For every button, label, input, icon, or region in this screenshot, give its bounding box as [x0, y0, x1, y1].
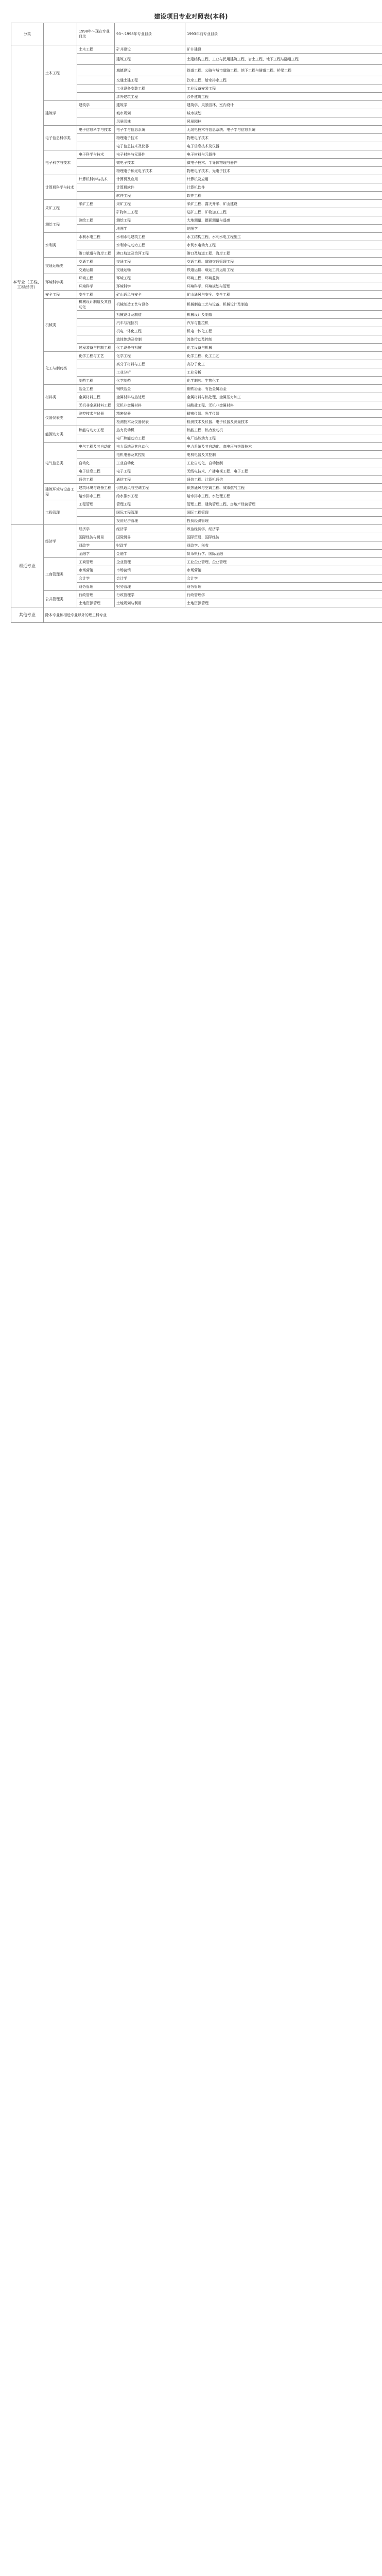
major-93-98-cell: 水利水电动力工程	[115, 241, 185, 249]
major-before-93-cell: 机电一体化工程	[185, 327, 382, 335]
major-before-93-cell: 市场营销	[185, 566, 382, 574]
major-current-cell	[77, 117, 115, 126]
major-current-cell: 自动化	[77, 459, 115, 467]
major-current-cell	[77, 517, 115, 525]
major-current-cell: 国际经济与贸易	[77, 533, 115, 541]
major-93-98-cell: 港口航道及治河工程	[115, 249, 185, 258]
major-before-93-cell: 大地测量、摄影测量与遥感	[185, 216, 382, 225]
major-93-98-cell: 软件工程	[115, 192, 185, 200]
group-name-cell: 电气信息类	[44, 443, 77, 484]
major-before-93-cell: 国际贸易、国际经济	[185, 533, 382, 541]
major-current-cell: 制药工程	[77, 377, 115, 385]
major-current-cell	[77, 434, 115, 443]
table-row	[11, 216, 382, 225]
major-current-cell: 土木工程	[77, 45, 115, 54]
major-current-cell: 经济学	[77, 525, 115, 533]
major-93-98-cell: 化学制药	[115, 377, 185, 385]
major-before-93-cell: 物理电子技术	[185, 134, 382, 142]
table-row	[11, 291, 382, 299]
major-before-93-cell: 地图学	[185, 225, 382, 233]
major-before-93-cell: 通信工程、计算机通信	[185, 476, 382, 484]
major-93-98-cell: 电子工程	[115, 467, 185, 476]
major-before-93-cell: 涉外建筑工程	[185, 93, 382, 101]
major-93-98-cell: 水利水电建筑工程	[115, 233, 185, 241]
major-current-cell	[77, 183, 115, 192]
major-before-93-cell: 铁道工程、公路与城市道路工程、地下工程与隧道工程、桥梁工程	[185, 65, 382, 76]
major-current-cell	[77, 167, 115, 175]
major-current-cell: 电子信息工程	[77, 467, 115, 476]
major-current-cell	[77, 192, 115, 200]
major-current-cell	[77, 241, 115, 249]
major-current-cell	[77, 225, 115, 233]
table-row	[11, 126, 382, 134]
major-before-93-cell: 饮水工程、给水排水工程	[185, 76, 382, 84]
major-current-cell: 环境工程	[77, 274, 115, 282]
major-before-93-cell: 高分子化工	[185, 360, 382, 368]
major-current-cell: 测绘工程	[77, 216, 115, 225]
major-93-98-cell: 电子材料与元器件	[115, 150, 185, 159]
major-current-cell: 计算机科学与技术	[77, 175, 115, 183]
table-row	[11, 525, 382, 533]
table-row	[11, 200, 382, 208]
major-before-93-cell: 工业分析	[185, 368, 382, 377]
major-current-cell	[77, 335, 115, 344]
table-body	[11, 45, 382, 623]
major-current-cell: 化学工程与工艺	[77, 352, 115, 360]
major-93-98-cell: 会计学	[115, 574, 185, 583]
major-current-cell	[77, 368, 115, 377]
table-row	[11, 558, 382, 566]
group-name-cell: 建筑学	[44, 101, 77, 126]
major-93-98-cell: 物理电子和光电子技术	[115, 167, 185, 175]
major-93-98-cell: 建筑工程	[115, 54, 185, 65]
major-before-93-cell: 土地资源管理	[185, 599, 382, 607]
group-name-cell: 交通运输类	[44, 258, 77, 274]
major-93-98-cell: 计算机软件	[115, 183, 185, 192]
major-93-98-cell: 建筑学	[115, 101, 185, 109]
major-current-cell: 建筑学	[77, 101, 115, 109]
table-row	[11, 45, 382, 54]
major-93-98-cell: 国际贸易	[115, 533, 185, 541]
engineering-category-cell: 本专业（工程、工程经济）	[11, 45, 44, 525]
major-current-cell: 财务管理	[77, 583, 115, 591]
major-93-98-cell: 电机电器及其控制	[115, 451, 185, 459]
table-row	[11, 591, 382, 599]
major-93-98-cell: 管理工程	[115, 500, 185, 509]
major-93-98-cell: 精密仪器	[115, 410, 185, 418]
table-row	[11, 175, 382, 183]
group-name-cell: 材料类	[44, 385, 77, 410]
major-current-cell: 过程装备与控制工程	[77, 344, 115, 352]
table-row	[11, 484, 382, 492]
major-93-98-cell: 市场营销	[115, 566, 185, 574]
major-current-cell: 财政学	[77, 541, 115, 550]
major-before-93-cell: 软件工程	[185, 192, 382, 200]
major-current-cell	[77, 451, 115, 459]
major-current-cell: 环境科学	[77, 282, 115, 291]
group-name-cell: 工程管理	[44, 500, 77, 525]
major-93-98-cell: 汽车与拖拉机	[115, 319, 185, 327]
group-name-cell: 能源动力类	[44, 426, 77, 443]
major-93-98-cell: 交通运输	[115, 266, 185, 274]
major-before-93-cell: 微电子技术、半导体物理与器件	[185, 159, 382, 167]
major-before-93-cell: 政治经济学、经济学	[185, 525, 382, 533]
major-current-cell: 金融学	[77, 550, 115, 558]
major-before-93-cell: 电力系统及其自动化、高电压与绝缘技术	[185, 443, 382, 451]
group-name-cell: 计算机科学与技术	[44, 175, 77, 200]
group-name-cell: 工商管理类	[44, 558, 77, 591]
table-row	[11, 274, 382, 282]
major-before-93-cell: 给水排水工程、水处理工程	[185, 492, 382, 500]
major-before-93-cell: 货币银行学、国际金融	[185, 550, 382, 558]
major-current-cell	[77, 142, 115, 150]
major-before-93-cell: 交通工程、道路交通管理工程	[185, 258, 382, 266]
major-current-cell	[77, 208, 115, 216]
major-current-cell	[77, 319, 115, 327]
major-93-98-cell: 工业设备安装工程	[115, 84, 185, 93]
major-93-98-cell: 风景园林	[115, 117, 185, 126]
major-93-98-cell: 行政管理学	[115, 591, 185, 599]
major-current-cell	[77, 84, 115, 93]
major-current-cell: 机械设计制造及其自动化	[77, 299, 115, 311]
table-row	[11, 500, 382, 509]
major-before-93-cell: 工业企业管理、企业管理	[185, 558, 382, 566]
major-current-cell: 无机非金属材料工程	[77, 401, 115, 410]
major-current-cell: 建筑环境与设备工程	[77, 484, 115, 492]
major-before-93-cell: 财务管理	[185, 583, 382, 591]
major-current-cell: 给水排水工程	[77, 492, 115, 500]
header-current: 1998年～现在专业目录	[77, 23, 115, 45]
group-name-cell: 水利类	[44, 233, 77, 258]
major-current-cell: 金属材料工程	[77, 393, 115, 401]
major-before-93-cell: 国际工程管理	[185, 509, 382, 517]
major-current-cell: 电气工程及其自动化	[77, 443, 115, 451]
major-93-98-cell: 流体传动及控制	[115, 335, 185, 344]
major-current-cell: 冶金工程	[77, 385, 115, 393]
major-before-93-cell: 流体传动及控制	[185, 335, 382, 344]
major-current-cell	[77, 76, 115, 84]
major-before-93-cell: 物理电子技术、光电子技术	[185, 167, 382, 175]
major-before-93-cell: 投资经济管理	[185, 517, 382, 525]
header-row	[11, 23, 382, 45]
table-row	[11, 258, 382, 266]
major-current-cell	[77, 65, 115, 76]
major-93-98-cell: 城镇建设	[115, 65, 185, 76]
table-row	[11, 410, 382, 418]
group-name-cell: 采矿工程	[44, 200, 77, 216]
major-before-93-cell: 采矿工程、露天开采、矿山建设	[185, 200, 382, 208]
major-current-cell	[77, 418, 115, 426]
major-before-93-cell: 供热通风与空调工程、城市燃气工程	[185, 484, 382, 492]
major-93-98-cell: 电力系统及其自动化	[115, 443, 185, 451]
major-before-93-cell: 硅酸盐工程、无机非金属材料	[185, 401, 382, 410]
major-before-93-cell: 矿山通风与安全、安全工程	[185, 291, 382, 299]
major-current-cell: 交通运输	[77, 266, 115, 274]
major-current-cell: 通信工程	[77, 476, 115, 484]
major-before-93-cell: 工业自动化、自动控制	[185, 459, 382, 467]
major-before-93-cell: 矿井建设	[185, 45, 382, 54]
major-before-93-cell: 精密仪器、光学仪器	[185, 410, 382, 418]
major-before-93-cell: 检测技术及仪器、电子仪器及测量技术	[185, 418, 382, 426]
major-93-98-cell: 热力发动机	[115, 426, 185, 434]
major-current-cell: 工程管理	[77, 500, 115, 509]
major-93-98-cell: 工业分析	[115, 368, 185, 377]
major-93-98-cell: 物理电子技术	[115, 134, 185, 142]
major-current-cell	[77, 360, 115, 368]
major-current-cell	[77, 509, 115, 517]
major-current-cell	[77, 311, 115, 319]
major-93-98-cell: 交通工程	[115, 258, 185, 266]
major-93-98-cell: 经济学	[115, 525, 185, 533]
major-comparison-table	[11, 23, 382, 623]
major-before-93-cell: 管理工程、建筑管理工程、房地产经营管理	[185, 500, 382, 509]
major-current-cell	[77, 109, 115, 117]
header-before-93: 1993年前专业目录	[185, 23, 382, 45]
major-current-cell	[77, 159, 115, 167]
major-current-cell: 安全工程	[77, 291, 115, 299]
major-93-98-cell: 测绘工程	[115, 216, 185, 225]
major-93-98-cell: 微电子技术	[115, 159, 185, 167]
other-category-cell: 其他专业	[11, 607, 44, 623]
header-93-98: 93～1998年专业目录	[115, 23, 185, 45]
major-93-98-cell: 土地规划与利用	[115, 599, 185, 607]
major-before-93-cell: 汽车与拖拉机	[185, 319, 382, 327]
major-before-93-cell: 化工设备与机械	[185, 344, 382, 352]
major-before-93-cell: 电子材料与元器件	[185, 150, 382, 159]
major-before-93-cell: 水工结构工程、水利水电工程施工	[185, 233, 382, 241]
major-before-93-cell: 港口及航道工程、海岸工程	[185, 249, 382, 258]
group-name-cell: 安全工程	[44, 291, 77, 299]
major-before-93-cell: 环境工程、环境监测	[185, 274, 382, 282]
header-category: 分类	[11, 23, 44, 45]
major-current-cell: 电子科学与技术	[77, 150, 115, 159]
major-93-98-cell: 金融学	[115, 550, 185, 558]
major-93-98-cell: 通信工程	[115, 476, 185, 484]
major-current-cell: 市场营销	[77, 566, 115, 574]
major-93-98-cell: 矿物加工工程	[115, 208, 185, 216]
major-before-93-cell: 建筑学、风景园林、室内设计	[185, 101, 382, 109]
major-current-cell	[77, 93, 115, 101]
major-93-98-cell: 采矿工程	[115, 200, 185, 208]
major-current-cell	[77, 54, 115, 65]
major-93-98-cell: 电厂热能动力工程	[115, 434, 185, 443]
major-current-cell: 土地资源管理	[77, 599, 115, 607]
major-93-98-cell: 企业管理	[115, 558, 185, 566]
table-row	[11, 352, 382, 360]
group-name-cell: 测绘工程	[44, 216, 77, 233]
major-current-cell	[77, 327, 115, 335]
major-93-98-cell: 矿山通风与安全	[115, 291, 185, 299]
major-before-93-cell: 电子信息技术及仪器	[185, 142, 382, 150]
major-before-93-cell: 电厂热能动力工程	[185, 434, 382, 443]
table-row	[11, 150, 382, 159]
major-93-98-cell: 机械设计及制造	[115, 311, 185, 319]
other-description-cell: 除本专业和相近专业以外的理工科专业	[44, 607, 382, 623]
group-name-cell: 电子信息科学类	[44, 126, 77, 150]
major-current-cell: 水利水电工程	[77, 233, 115, 241]
major-93-98-cell: 投资经济管理	[115, 517, 185, 525]
header-group	[44, 23, 77, 45]
major-before-93-cell: 机械设计及制造	[185, 311, 382, 319]
group-name-cell: 仪器仪表类	[44, 410, 77, 426]
group-name-cell: 公共管理类	[44, 591, 77, 607]
major-93-98-cell: 国际工程管理	[115, 509, 185, 517]
major-before-93-cell: 电机电器及其控制	[185, 451, 382, 459]
major-93-98-cell: 给水排水工程	[115, 492, 185, 500]
major-current-cell: 热能与动力工程	[77, 426, 115, 434]
major-before-93-cell: 钢铁冶金、有色金属冶金	[185, 385, 382, 393]
major-before-93-cell: 热能工程、热力发动机	[185, 426, 382, 434]
major-93-98-cell: 地图学	[115, 225, 185, 233]
major-93-98-cell: 财务管理	[115, 583, 185, 591]
major-93-98-cell: 钢铁冶金	[115, 385, 185, 393]
major-current-cell: 采矿工程	[77, 200, 115, 208]
major-93-98-cell: 化工设备与机械	[115, 344, 185, 352]
major-before-93-cell: 土建结构工程、工业与民用建筑工程、岩土工程、地下工程与隧道工程	[185, 54, 382, 65]
major-before-93-cell: 工业设备安装工程	[185, 84, 382, 93]
major-93-98-cell: 交通土建工程	[115, 76, 185, 84]
group-name-cell: 化工与制药类	[44, 352, 77, 385]
major-93-98-cell: 化学工程	[115, 352, 185, 360]
major-current-cell	[77, 134, 115, 142]
table-row	[11, 385, 382, 393]
major-before-93-cell: 计算机软件	[185, 183, 382, 192]
major-before-93-cell: 城市规划	[185, 109, 382, 117]
table-row	[11, 607, 382, 623]
major-93-98-cell: 检测技术及仪器仪表	[115, 418, 185, 426]
major-93-98-cell: 高分子材料与工程	[115, 360, 185, 368]
major-93-98-cell: 金属材料与热处理	[115, 393, 185, 401]
major-93-98-cell: 计算机及应用	[115, 175, 185, 183]
group-name-cell: 电子科学与技术	[44, 150, 77, 175]
major-93-98-cell: 供热通风与空调工程	[115, 484, 185, 492]
major-93-98-cell: 财政学	[115, 541, 185, 550]
major-93-98-cell: 电子学与信息系统	[115, 126, 185, 134]
major-before-93-cell: 环境科学、环境规划与管理	[185, 282, 382, 291]
major-93-98-cell: 城市规划	[115, 109, 185, 117]
table-row	[11, 299, 382, 311]
table-row	[11, 101, 382, 109]
major-before-93-cell: 无线电技术与信息系统、电子学与信息系统	[185, 126, 382, 134]
major-93-98-cell: 机械制造工艺与设备	[115, 299, 185, 311]
page	[0, 0, 382, 623]
major-before-93-cell: 无线电技术、广播电视工程、电子工程	[185, 467, 382, 476]
major-before-93-cell: 会计学	[185, 574, 382, 583]
major-current-cell: 港口航道与海岸工程	[77, 249, 115, 258]
major-93-98-cell: 电子信息技术及仪器	[115, 142, 185, 150]
major-before-93-cell: 行政管理学	[185, 591, 382, 599]
group-name-cell: 建筑环境与设备工程	[44, 484, 77, 500]
major-before-93-cell: 风景园林	[185, 117, 382, 126]
major-current-cell: 工商管理	[77, 558, 115, 566]
major-before-93-cell: 铁道运输、载运工具运用工程	[185, 266, 382, 274]
major-93-98-cell: 环境科学	[115, 282, 185, 291]
table-row	[11, 443, 382, 451]
major-current-cell: 交通工程	[77, 258, 115, 266]
major-before-93-cell: 水利水电动力工程	[185, 241, 382, 249]
major-before-93-cell: 机械制造工艺与设备、机械设计及制造	[185, 299, 382, 311]
major-current-cell: 行政管理	[77, 591, 115, 599]
major-before-93-cell: 化学工程、化工工艺	[185, 352, 382, 360]
major-93-98-cell: 矿井建设	[115, 45, 185, 54]
major-before-93-cell: 金属材料与热处理、金属压力加工	[185, 393, 382, 401]
major-93-98-cell: 工业自动化	[115, 459, 185, 467]
group-name-cell: 环境科学类	[44, 274, 77, 291]
related-category-cell: 相近专业	[11, 525, 44, 607]
major-current-cell: 电子信息科学与技术	[77, 126, 115, 134]
major-93-98-cell: 涉外建筑工程	[115, 93, 185, 101]
group-name-cell: 机械类	[44, 299, 77, 352]
group-name-cell: 土木工程	[44, 45, 77, 101]
major-93-98-cell: 机电一体化工程	[115, 327, 185, 335]
major-93-98-cell: 无机非金属材料	[115, 401, 185, 410]
page-title: 建设项目专业对照表(本科)	[154, 13, 228, 20]
major-current-cell: 测控技术与仪器	[77, 410, 115, 418]
table-row	[11, 233, 382, 241]
major-before-93-cell: 化学制药、生物化工	[185, 377, 382, 385]
major-before-93-cell: 选矿工程、矿物加工工程	[185, 208, 382, 216]
group-name-cell: 经济学	[44, 525, 77, 558]
major-before-93-cell: 计算机及应用	[185, 175, 382, 183]
table-row	[11, 426, 382, 434]
major-current-cell: 会计学	[77, 574, 115, 583]
major-before-93-cell: 财政学、税收	[185, 541, 382, 550]
major-93-98-cell: 环境工程	[115, 274, 185, 282]
